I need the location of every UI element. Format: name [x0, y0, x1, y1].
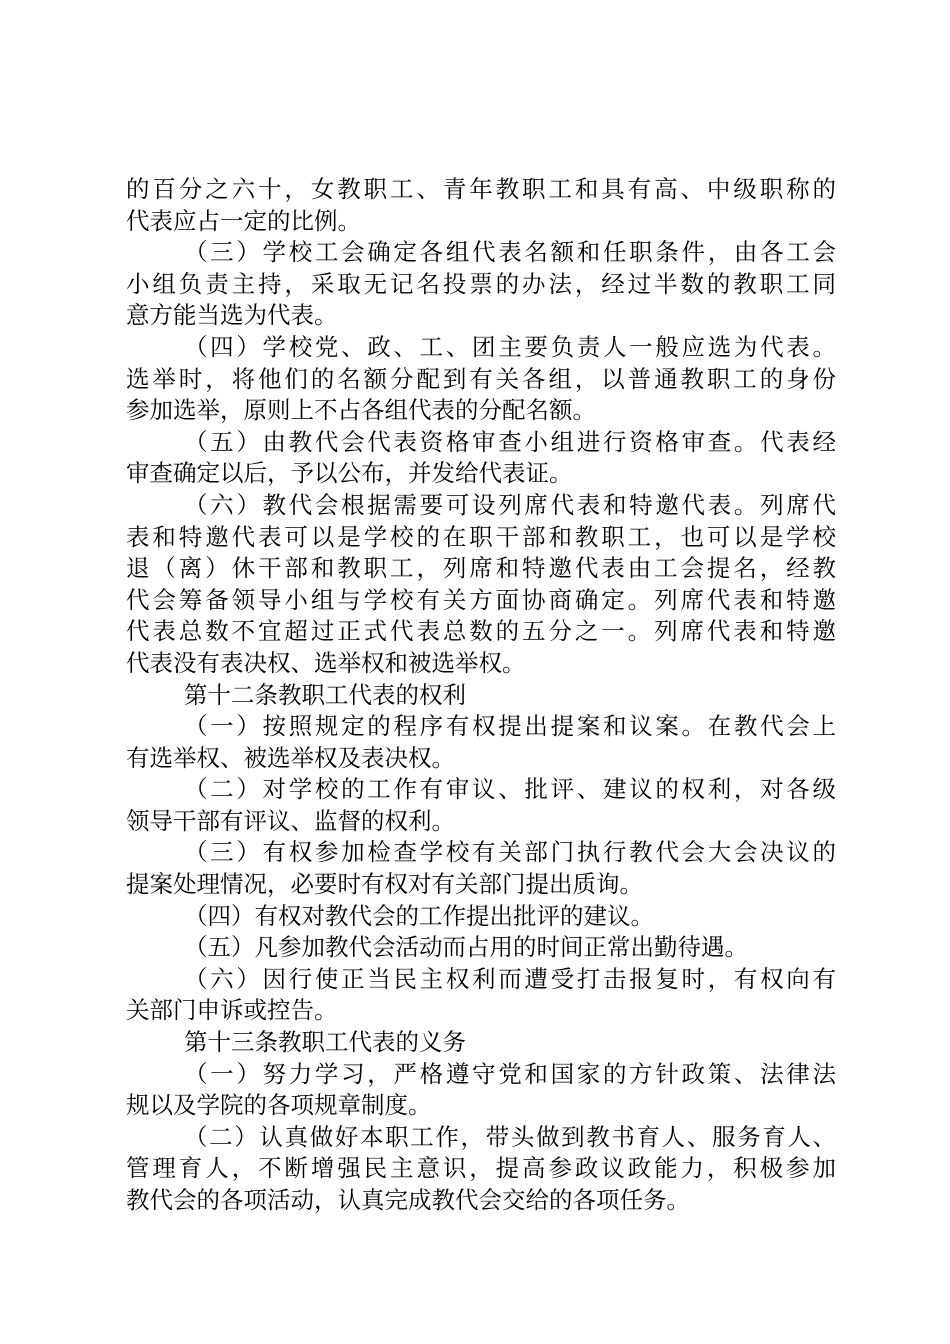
text-line: 选举时，将他们的名额分配到有关各组，以普通教职工的身份 — [126, 364, 836, 393]
text-line: （一）努力学习，严格遵守党和国家的方针政策、法律法 — [184, 1059, 836, 1088]
text-line: 代表总数不宜超过正式代表总数的五分之一。列席代表和特邀 — [126, 617, 836, 646]
text-line: 领导干部有评议、监督的权利。 — [126, 806, 455, 835]
text-line: 第十三条教职工代表的义务 — [184, 1028, 466, 1057]
text-line: （三）学校工会确定各组代表名额和任职条件，由各工会 — [184, 238, 836, 267]
text-line: 管理育人，不断增强民主意识，提高参政议政能力，积极参加 — [126, 1154, 836, 1183]
text-line: （二）对学校的工作有审议、批评、建议的权利，对各级 — [184, 775, 836, 804]
text-line: 关部门申诉或控告。 — [126, 996, 338, 1025]
text-line: （四）有权对教代会的工作提出批评的建议。 — [184, 901, 654, 930]
text-line: 第十二条教职工代表的权利 — [184, 680, 466, 709]
text-line: 规以及学院的各项规章制度。 — [126, 1091, 432, 1120]
text-line: 参加选举，原则上不占各组代表的分配名额。 — [126, 396, 596, 425]
text-line: 表和特邀代表可以是学校的在职干部和教职工，也可以是学校 — [126, 522, 836, 551]
text-line: （三）有权参加检查学校有关部门执行教代会大会决议的 — [184, 838, 836, 867]
text-line: （二）认真做好本职工作，带头做到教书育人、服务育人、 — [184, 1122, 836, 1151]
text-line: 的百分之六十，女教职工、青年教职工和具有高、中级职称的 — [126, 175, 836, 203]
text-line: 提案处理情况，必要时有权对有关部门提出质询。 — [126, 870, 643, 899]
text-line: 代表没有表决权、选举权和被选举权。 — [126, 648, 526, 677]
text-line: 退（离）休干部和教职工，列席和特邀代表由工会提名，经教 — [126, 554, 836, 583]
text-line: 小组负责主持，采取无记名投票的办法，经过半数的教职工同 — [126, 269, 836, 298]
text-line: 审查确定以后，予以公布，并发给代表证。 — [126, 459, 573, 488]
text-line: （一）按照规定的程序有权提出提案和议案。在教代会上 — [184, 712, 836, 741]
text-line: 有选举权、被选举权及表决权。 — [126, 743, 455, 772]
text-line: 代表应占一定的比例。 — [126, 206, 361, 235]
text-line: 代会筹备领导小组与学校有关方面协商确定。列席代表和特邀 — [126, 585, 836, 614]
text-line: 教代会的各项活动，认真完成教代会交给的各项任务。 — [126, 1186, 690, 1214]
text-line: 意方能当选为代表。 — [126, 301, 338, 330]
text-line: （六）教代会根据需要可设列席代表和特邀代表。列席代 — [184, 490, 836, 519]
text-line: （五）由教代会代表资格审查小组进行资格审查。代表经 — [184, 427, 836, 456]
text-line: （四）学校党、政、工、团主要负责人一般应选为代表。 — [184, 332, 836, 361]
text-line: （五）凡参加教代会活动而占用的时间正常出勤待遇。 — [184, 933, 748, 962]
text-line: （六）因行使正当民主权利而遭受打击报复时，有权向有 — [184, 964, 836, 993]
document-body — [126, 174, 836, 1217]
